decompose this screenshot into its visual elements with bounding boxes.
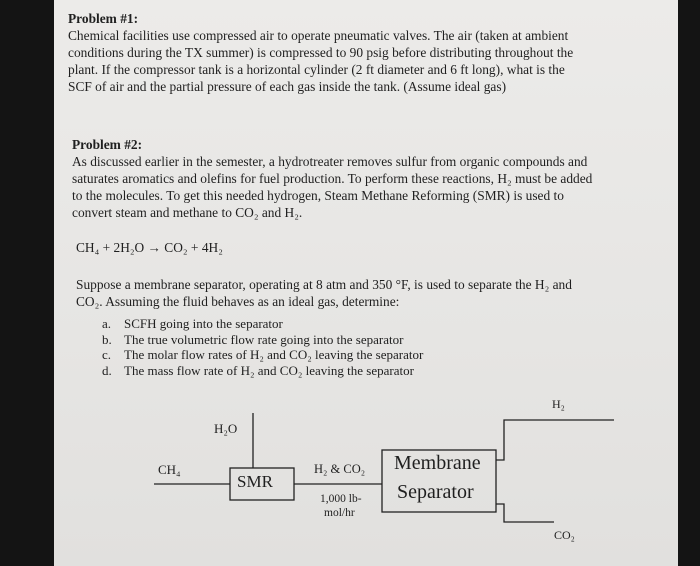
- problem-sheet: [54, 0, 678, 566]
- problem-1-line: plant. If the compressor tank is a horizontal cylinder (2 ft diameter and 6 ft long), what is the: [68, 62, 565, 77]
- h2-outlet-label: H₂: [552, 397, 565, 411]
- smr-label: SMR: [237, 472, 273, 491]
- reaction-equation: CH₄ + 2H₂O → CO₂ + 4H₂: [76, 240, 223, 255]
- problem-2-intro-line: CO₂. Assuming the fluid behaves as an ideal gas, determine:: [76, 294, 400, 309]
- problem-2-line: convert steam and methane to CO₂ and H₂.: [72, 205, 303, 220]
- process-flow-diagram: [54, 0, 678, 566]
- list-item-text: The true volumetric flow rate going into the separator: [124, 331, 404, 347]
- stream-label: H₂ & CO₂: [314, 462, 366, 476]
- problem-2-intro-line: Suppose a membrane separator, operating at 8 atm and 350 °F, is used to separate the H₂ and: [76, 277, 572, 292]
- list-marker: a.: [102, 316, 112, 331]
- problem-1-line: conditions during the TX summer) is compressed to 90 psig before distributing throughout the: [68, 45, 574, 60]
- membrane-label: Membrane: [394, 452, 481, 474]
- problem-1-title: Problem #1:: [68, 11, 139, 26]
- h2-outlet-line: [496, 420, 614, 460]
- flow-rate-line: 1,000 lb-: [320, 493, 362, 505]
- separator-label: Separator: [397, 481, 474, 503]
- problem-2-line: saturates aromatics and olefins for fuel production. To perform these reactions, H₂ must be added: [72, 171, 593, 186]
- ch4-label: CH₄: [158, 462, 181, 477]
- problem-1-line: Chemical facilities use compressed air to operate pneumatic valves. The air (taken at ambient: [68, 28, 569, 43]
- list-marker: d.: [102, 362, 112, 378]
- problem-1-line: SCF of air and the partial pressure of each gas inside the tank. (Assume ideal gas): [68, 79, 507, 94]
- list-marker: c.: [102, 347, 112, 362]
- list-item-text: The molar flow rates of H₂ and CO₂ leaving the separator: [124, 347, 424, 362]
- problem-2-line: to the molecules. To get this needed hydrogen, Steam Methane Reforming (SMR) is used to: [72, 188, 564, 203]
- co2-outlet-label: CO₂: [554, 528, 575, 542]
- problem-2-line: As discussed earlier in the semester, a hydrotreater removes sulfur from organic compounds and: [72, 154, 588, 169]
- problem-2-title: Problem #2:: [72, 137, 143, 152]
- co2-outlet-line: [496, 504, 554, 522]
- list-item-text: SCFH going into the separator: [124, 316, 283, 331]
- list-item-text: The mass flow rate of H₂ and CO₂ leaving the separator: [124, 362, 414, 378]
- list-marker: b.: [102, 331, 112, 347]
- h2o-label: H₂O: [214, 421, 238, 436]
- flow-rate-label: [320, 492, 362, 520]
- flow-rate-line: mol/hr: [324, 507, 355, 519]
